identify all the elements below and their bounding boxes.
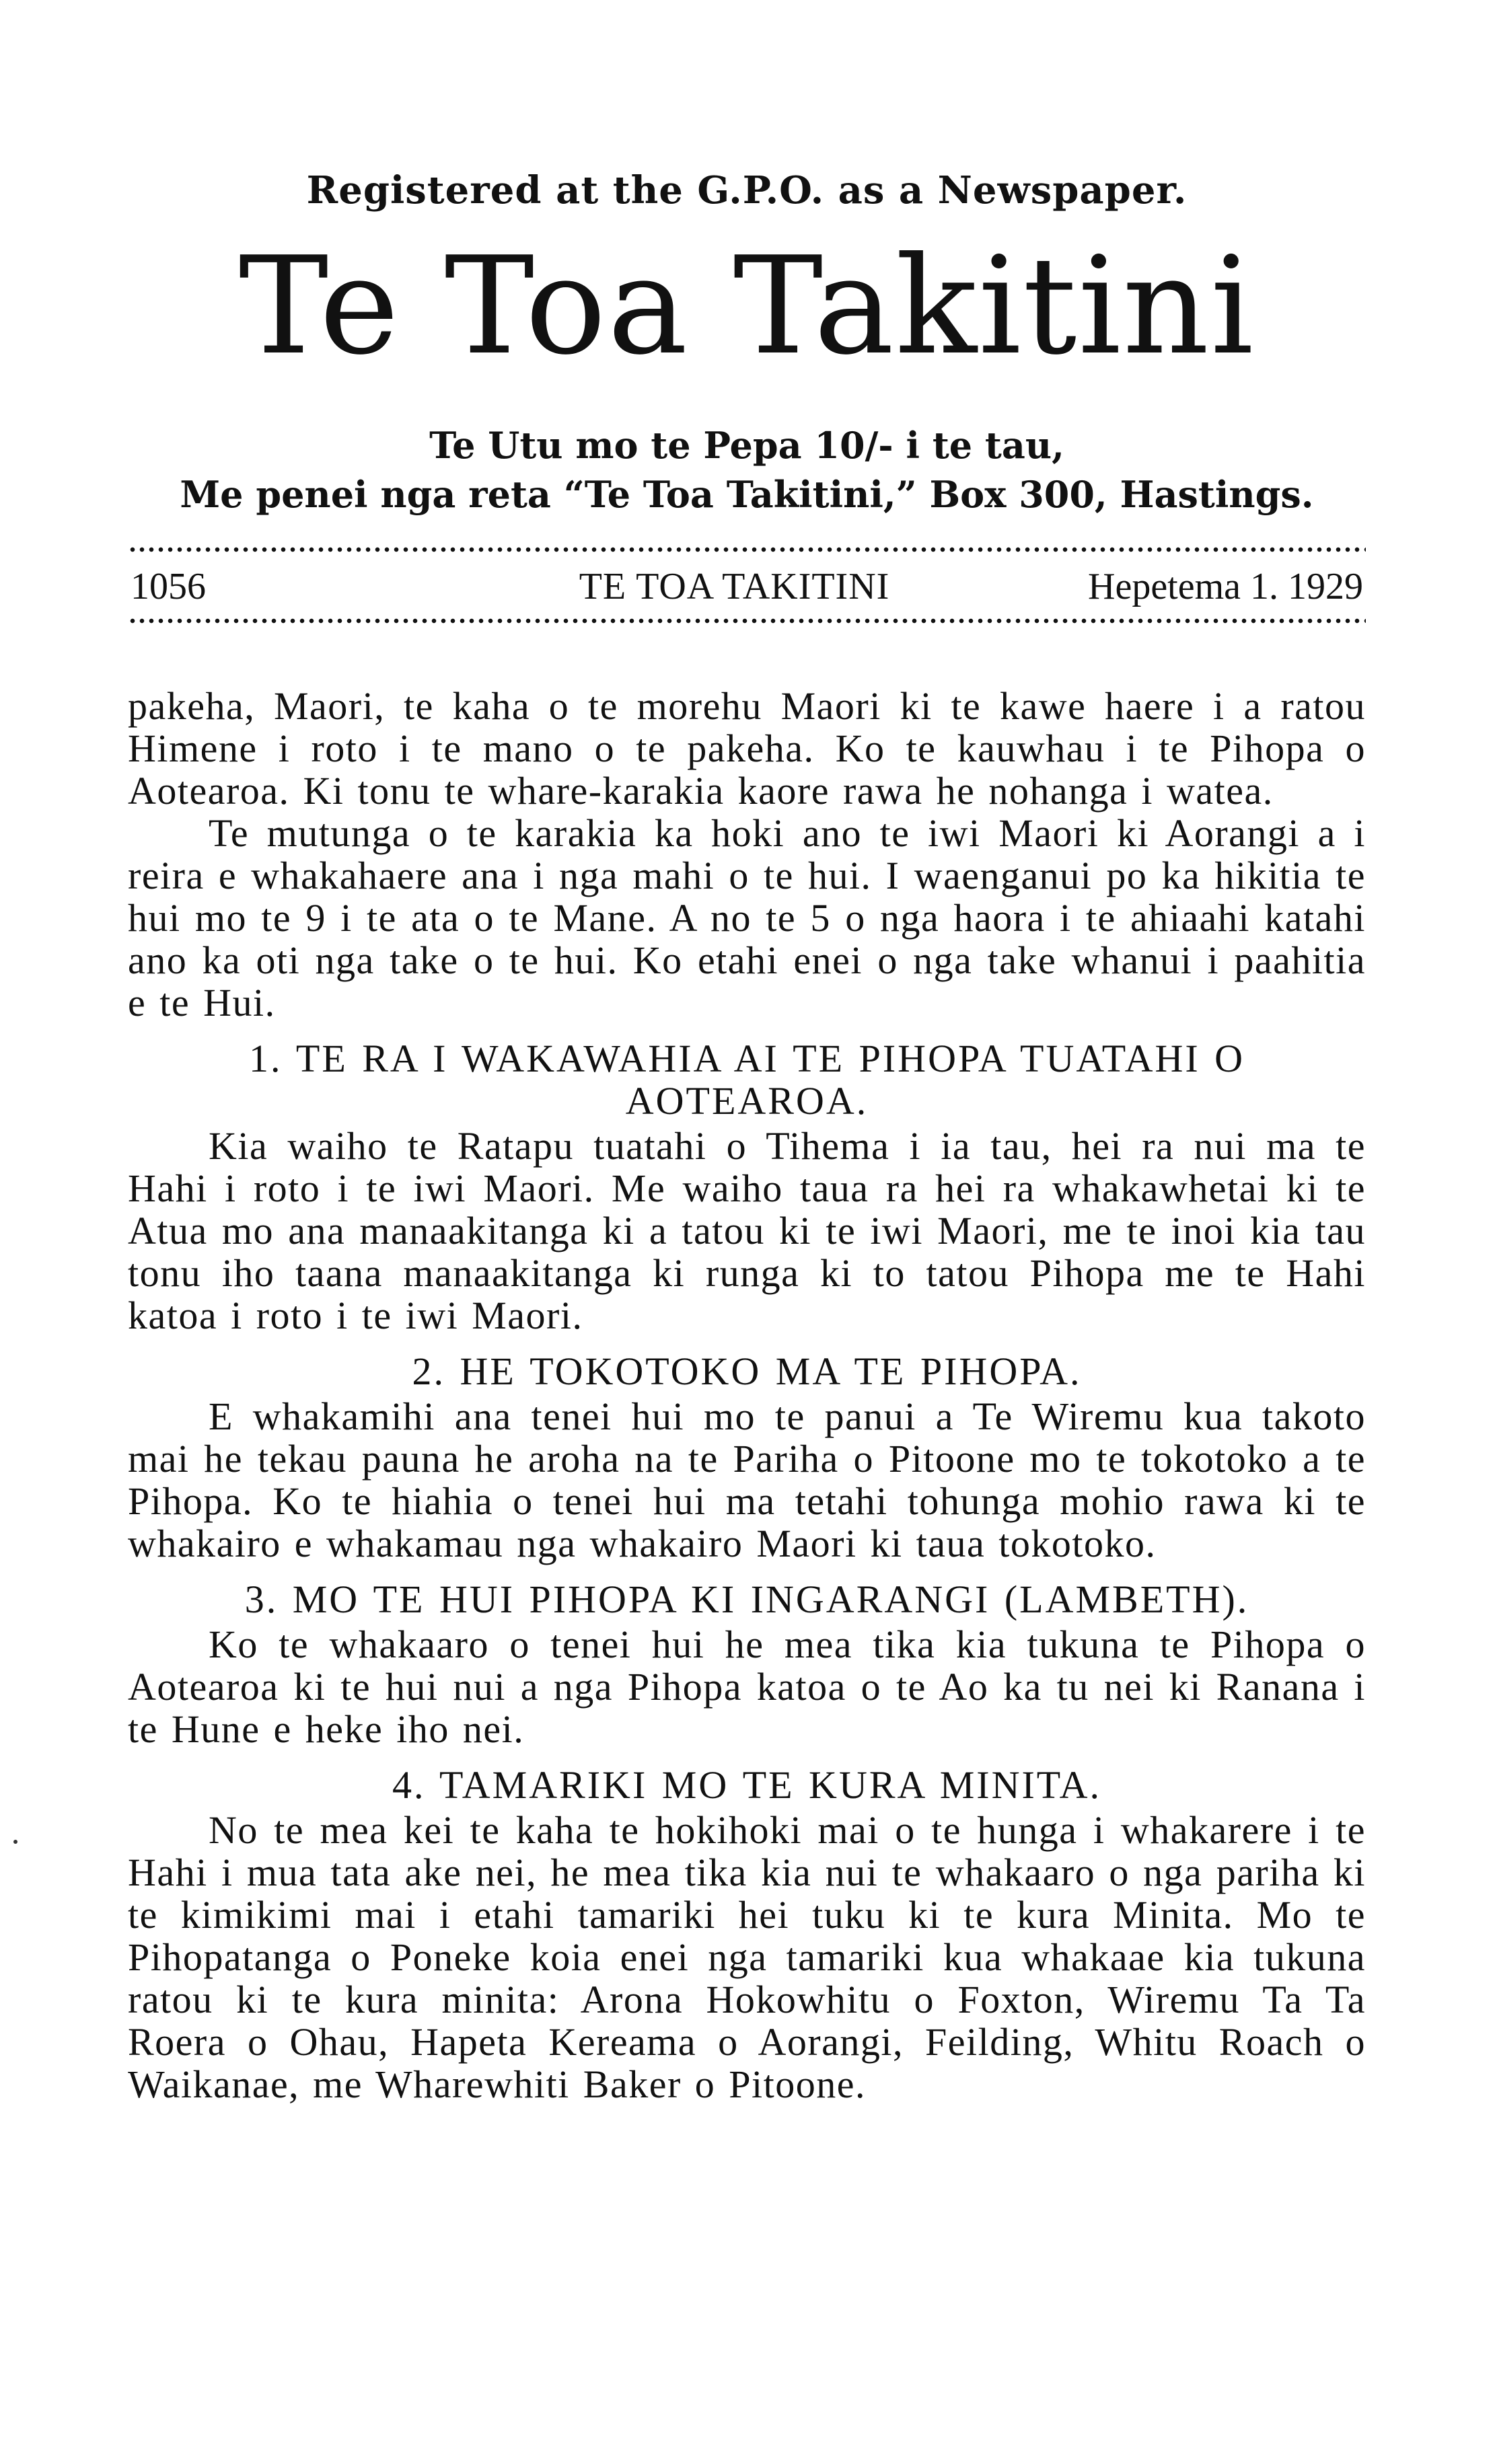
- subscription-price: Te Utu mo te Pepa 10/- i te tau,: [429, 424, 1064, 467]
- running-header: [128, 565, 1366, 608]
- paragraph: Te mutunga o te karakia ka hoki ano te iwi Maori ki Aorangi a i reira e whakahaere ana i nga mahi o te hui. I waenganui po ka hikitia te hui mo te 9 i te ata o te Mane. A no te 5 o nga haora i te ahiaahi katahi ano ka oti nga take o te hui. Ko etahi enei o nga take whanui i paahitia e te Hui.: [128, 811, 1366, 1024]
- running-title: TE TOA TAKITINI: [579, 565, 890, 607]
- stray-ink-mark: [13, 1840, 17, 1844]
- section-heading: 3. MO TE HUI PIHOPA KI INGARANGI (LAMBETH).: [244, 1577, 1249, 1621]
- paragraph: pakeha, Maori, te kaha o te morehu Maori ki te kawe haere i a ratou Himene i roto i te mano o te pakeha. Ko te kauwhau i te Pihopa o Aotearoa. Ki tonu te whare-karakia kaore rawa he nohanga i watea.: [128, 683, 1366, 813]
- section-heading: 1. TE RA I WAKAWAHIA AI TE PIHOPA TUATAHI O AOTEAROA.: [248, 1036, 1245, 1123]
- dotted-rule-bottom: [128, 618, 1366, 624]
- paragraph: No te mea kei te kaha te hokihoki mai o te hunga i whakarere i te Hahi i mua tata ake nei, he mea tika kia nui te whakaaro o nga pariha ki te kimikimi mai i etahi tamariki hei tuku ki te kura Minita. Mo te Pihopatanga o Poneke koia enei nga tamariki kua whakaae kia tukuna ratou ki te kura minita: Arona Hokowhitu o Foxton, Wiremu Ta Ta Roera o Ohau, Hapeta Kereama o Aorangi, Feilding, Whitu Roach o Waikanae, me Wharewhiti Baker o Pitoone.: [128, 1807, 1366, 2106]
- page-number: 1056: [131, 565, 206, 607]
- section-heading: 2. HE TOKOTOKO MA TE PIHOPA.: [412, 1349, 1082, 1393]
- section-heading: 4. TAMARIKI MO TE KURA MINITA.: [392, 1762, 1101, 1807]
- article-body: [128, 685, 1366, 2105]
- newspaper-page: [128, 168, 1366, 2105]
- dotted-rule-top: [128, 546, 1366, 553]
- paragraph: Ko te whakaaro o tenei hui he mea tika kia tukuna te Pihopa o Aotearoa ki te hui nui a nga Pihopa katoa o te Ao ka tu nei ki Ranana i te Hune e heke iho nei.: [128, 1622, 1366, 1751]
- paragraph: Kia waiho te Ratapu tuatahi o Tihema i ia tau, hei ra nui ma te Hahi i roto i te iwi Maori. Me waiho taua ra hei ra whakawhetai ki te Atua mo ana manaakitanga ki a tatou ki te iwi Maori, me te inoi kia tau tonu iho taana manaakitanga ki runga ki to tatou Pihopa me te Hahi katoa i roto i te iwi Maori.: [128, 1123, 1366, 1337]
- issue-date: Hepetema 1. 1929: [1088, 565, 1363, 607]
- postal-address: Me penei nga reta “Te Toa Takitini,” Box 300, Hastings.: [180, 472, 1314, 516]
- registration-notice: Registered at the G.P.O. as a Newspaper.: [306, 168, 1188, 213]
- paragraph: E whakamihi ana tenei hui mo te panui a Te Wiremu kua takoto mai he tekau pauna he aroha na te Pariha o Pitoone mo te tokotoko a te Pihopa. Ko te hiahia o tenei hui ma tetahi tohunga mohio rawa ki te whakairo e whakamau nga whakairo Maori ki taua tokotoko.: [128, 1394, 1366, 1565]
- masthead-title: Te Toa Takitini: [238, 228, 1255, 385]
